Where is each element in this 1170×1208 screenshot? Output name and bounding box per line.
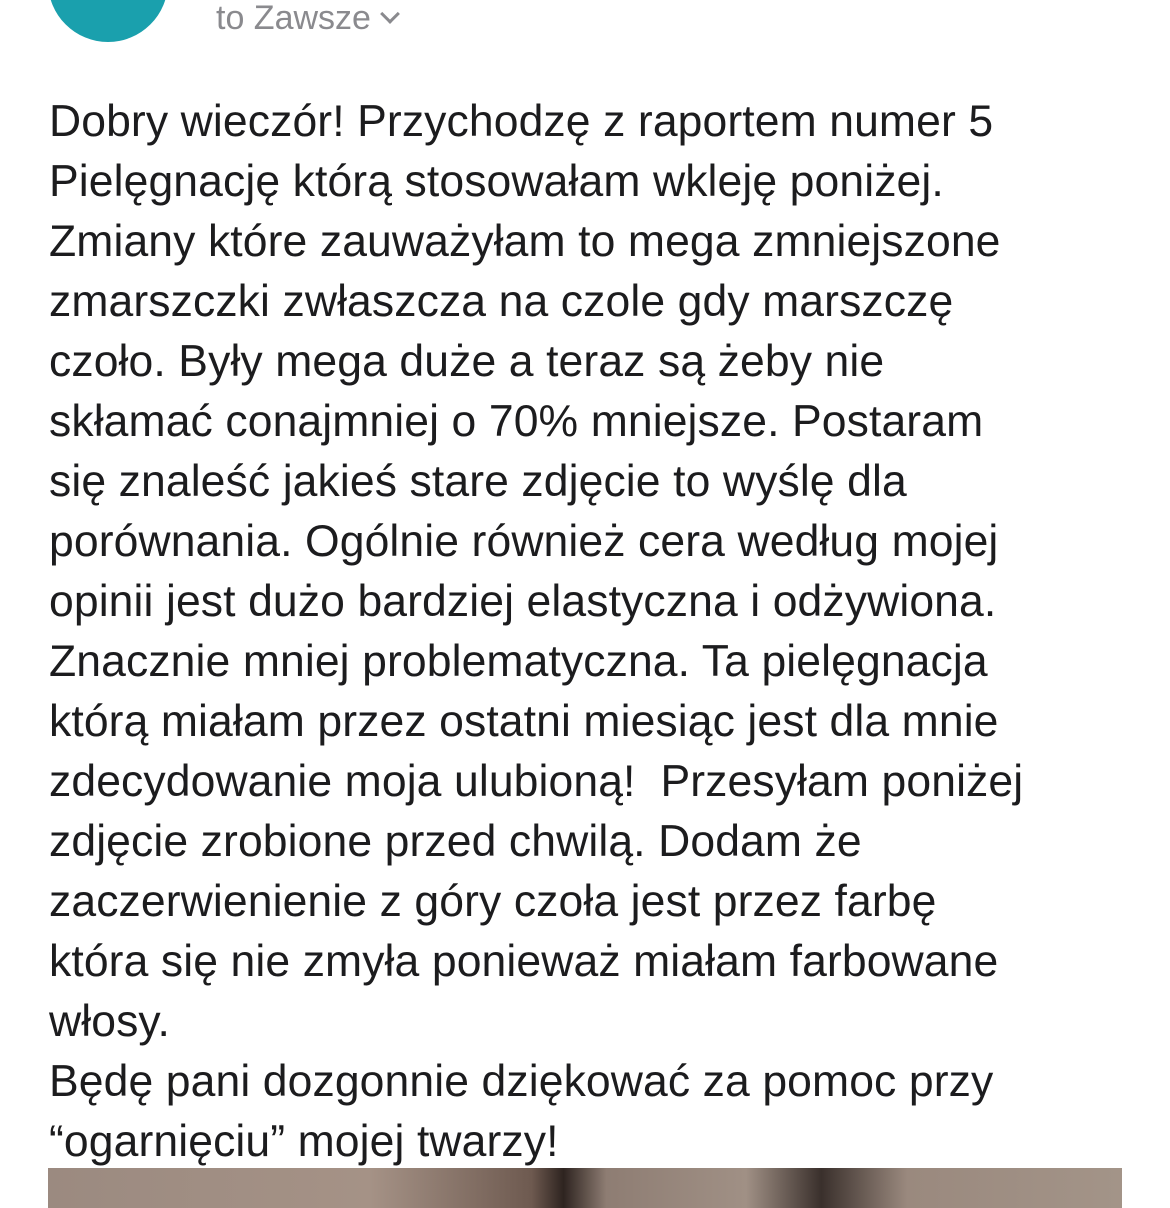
message-line: skłamać conajmniej o 70% mniejsze. Postaram [49,397,984,446]
message-line: zmarszczki zwłaszcza na czole gdy marszczę [49,277,954,326]
message-line: zdecydowanie moja ulubioną! Przesyłam poniżej [49,757,1024,806]
message-line: zdjęcie zrobione przed chwilą. Dodam że [49,817,862,866]
message-body [49,92,1139,1172]
sender-avatar[interactable] [48,0,168,42]
message-line: Pielęgnację którą stosowałam wkleję poniżej. [49,157,944,206]
message-line: włosy. [49,997,170,1046]
message-line: Dobry wieczór! Przychodzę z raportem numer 5 [49,97,994,146]
message-line: którą miałam przez ostatni miesiąc jest dla mnie [49,697,999,746]
recipient-label: to Zawsze [216,0,371,37]
message-line: opinii jest dużo bardziej elastyczna i odżywiona. [49,577,997,626]
message-line: Znacznie mniej problematyczna. Ta pielęgnacja [49,637,988,686]
message-line: czoło. Były mega duże a teraz są żeby nie [49,337,885,386]
message-line: “ogarnięciu” mojej twarzy! [49,1117,559,1166]
message-line: która się nie zmyła ponieważ miałam farbowane [49,937,999,986]
message-line: Będę pani dozgonnie dziękować za pomoc przy [49,1057,994,1106]
message-line: porównania. Ogólnie również cera według mojej [49,517,999,566]
message-line: zaczerwienienie z góry czoła jest przez farbę [49,877,937,926]
message-line: Zmiany które zauważyłam to mega zmniejszone [49,217,1001,266]
message-line: się znaleść jakieś stare zdjęcie to wyślę dla [49,457,907,506]
recipient-selector[interactable] [216,0,397,38]
chevron-down-icon [380,4,400,24]
attached-photo[interactable] [48,1168,1122,1208]
